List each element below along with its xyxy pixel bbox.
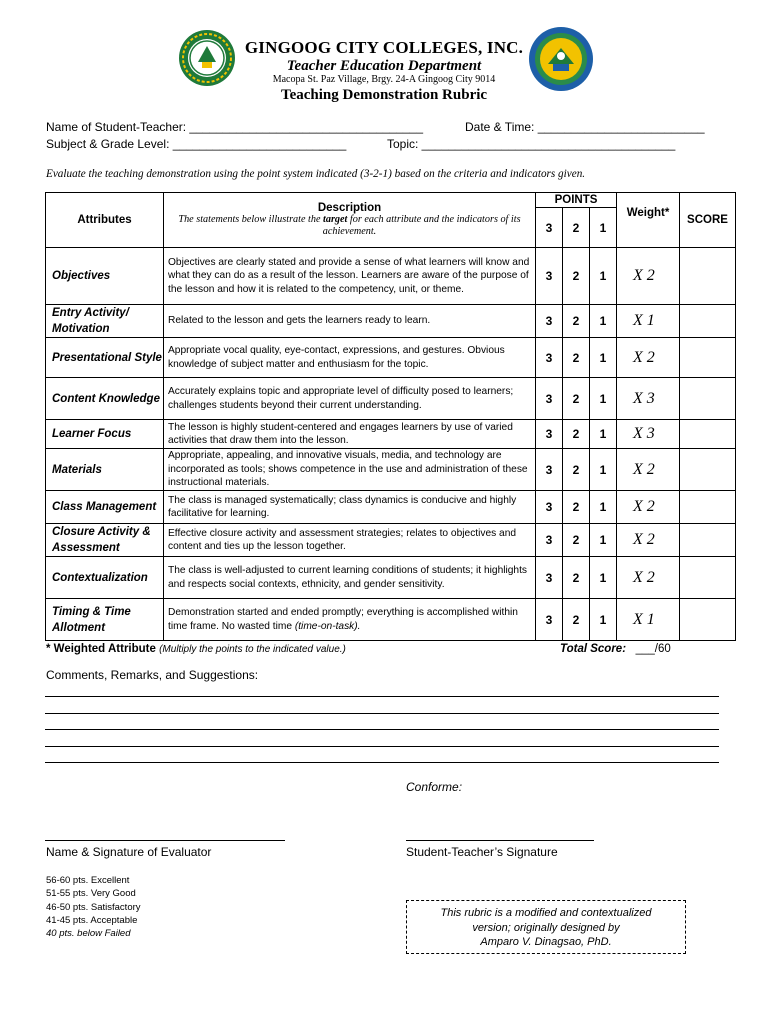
description-title: Description bbox=[317, 202, 382, 214]
point-2-option[interactable]: 2 bbox=[563, 338, 590, 378]
college-address: Macopa St. Paz Village, Brgy. 24-A Gingoog City 9014 bbox=[272, 74, 496, 85]
point-2-option[interactable]: 2 bbox=[563, 491, 590, 524]
point-2-option[interactable]: 2 bbox=[563, 524, 590, 557]
point-1-option[interactable]: 1 bbox=[590, 248, 617, 305]
points-2-header: 2 bbox=[563, 208, 590, 248]
point-3-option[interactable]: 3 bbox=[536, 338, 563, 378]
point-1-option[interactable]: 1 bbox=[590, 599, 617, 641]
point-2-option[interactable]: 2 bbox=[563, 449, 590, 491]
point-3-option[interactable]: 3 bbox=[536, 449, 563, 491]
topic-field[interactable]: Topic: ______________________________________ bbox=[387, 137, 676, 151]
college-name: GINGOOG CITY COLLEGES, INC. bbox=[244, 38, 524, 57]
description-cell: Objectives are clearly stated and provide a sense of what learners will know and what they can do as a result of the lesson. Learners are aware of the purpose of the lesson and how it is related to the competency, unit, or theme. bbox=[164, 248, 536, 305]
weight-cell: X 3 bbox=[617, 378, 680, 420]
weight-cell: X 1 bbox=[617, 305, 680, 338]
comment-line[interactable] bbox=[45, 746, 719, 747]
weight-cell: X 2 bbox=[617, 491, 680, 524]
score-cell[interactable] bbox=[680, 305, 736, 338]
conforme-label: Conforme: bbox=[406, 780, 463, 794]
point-3-option[interactable]: 3 bbox=[536, 420, 563, 449]
score-cell[interactable] bbox=[680, 491, 736, 524]
date-time-field[interactable]: Date & Time: _________________________ bbox=[465, 120, 705, 134]
weight-cell: X 3 bbox=[617, 420, 680, 449]
point-3-option[interactable]: 3 bbox=[536, 378, 563, 420]
description-cell: The class is managed systematically; class dynamics is conducive and highly facilitative for learning. bbox=[164, 491, 536, 524]
attribute-cell: Objectives bbox=[46, 248, 164, 305]
point-2-option[interactable]: 2 bbox=[563, 305, 590, 338]
rubric-title: Teaching Demonstration Rubric bbox=[280, 87, 488, 103]
description-cell: Appropriate, appealing, and innovative visuals, media, and technology are incorporated as tools; shows competence in the use and administration of these instructional materials. bbox=[164, 449, 536, 491]
comment-line[interactable] bbox=[45, 729, 719, 730]
comment-line[interactable] bbox=[45, 762, 719, 763]
rubric-row bbox=[46, 449, 736, 491]
comment-line[interactable] bbox=[45, 713, 719, 714]
attribute-cell: Class Management bbox=[46, 491, 164, 524]
attribute-cell: Content Knowledge bbox=[46, 378, 164, 420]
comment-line[interactable] bbox=[45, 696, 719, 697]
point-3-option[interactable]: 3 bbox=[536, 248, 563, 305]
instructions: Evaluate the teaching demonstration using the point system indicated (3-2-1) based on the criteria and indicators given. bbox=[46, 168, 586, 180]
credit-note: This rubric is a modified and contextualized version; originally designed by Amparo V. Dinagsao, PhD. bbox=[406, 900, 686, 954]
description-subtitle: The statements below illustrate the target for each attribute and the indicators of its achievement. bbox=[178, 214, 521, 237]
point-3-option[interactable]: 3 bbox=[536, 524, 563, 557]
point-2-option[interactable]: 2 bbox=[563, 248, 590, 305]
attribute-cell: Materials bbox=[46, 449, 164, 491]
weighted-attribute-note: * Weighted Attribute (Multiply the points to the indicated value.) bbox=[46, 643, 346, 655]
attribute-cell: Presentational Style bbox=[46, 338, 164, 378]
point-1-option[interactable]: 1 bbox=[590, 491, 617, 524]
attributes-header: Attributes bbox=[46, 193, 164, 248]
point-2-option[interactable]: 2 bbox=[563, 599, 590, 641]
student-teacher-name-field[interactable]: Name of Student-Teacher: ___________________________________ bbox=[46, 120, 423, 134]
score-cell[interactable] bbox=[680, 524, 736, 557]
description-cell: Accurately explains topic and appropriate level of difficulty posed to learners; challenges students beyond their current understanding. bbox=[164, 378, 536, 420]
description-cell: The class is well-adjusted to current learning conditions of students; it highlights and respects social contexts, ethnicity, and gender sensitivity. bbox=[164, 557, 536, 599]
point-3-option[interactable]: 3 bbox=[536, 491, 563, 524]
attribute-cell: Closure Activity & Assessment bbox=[46, 524, 164, 557]
point-1-option[interactable]: 1 bbox=[590, 338, 617, 378]
score-cell[interactable] bbox=[680, 378, 736, 420]
points-header: POINTS bbox=[536, 193, 617, 208]
department-name: Teacher Education Department bbox=[286, 58, 482, 74]
score-cell[interactable] bbox=[680, 248, 736, 305]
score-cell[interactable] bbox=[680, 449, 736, 491]
point-3-option[interactable]: 3 bbox=[536, 305, 563, 338]
rubric-row bbox=[46, 491, 736, 524]
attribute-cell: Timing & Time Allotment bbox=[46, 599, 164, 641]
score-cell[interactable] bbox=[680, 420, 736, 449]
grading-scale bbox=[46, 874, 141, 940]
attribute-cell: Entry Activity/ Motivation bbox=[46, 305, 164, 338]
point-2-option[interactable]: 2 bbox=[563, 420, 590, 449]
rubric-row bbox=[46, 378, 736, 420]
weight-header: Weight* bbox=[617, 193, 680, 248]
attribute-cell: Contextualization bbox=[46, 557, 164, 599]
point-1-option[interactable]: 1 bbox=[590, 449, 617, 491]
rubric-row bbox=[46, 420, 736, 449]
evaluator-signature-line[interactable] bbox=[45, 840, 285, 841]
rubric-row bbox=[46, 338, 736, 378]
total-score[interactable]: Total Score: ___/60 bbox=[560, 643, 671, 655]
comments-label: Comments, Remarks, and Suggestions: bbox=[46, 668, 259, 682]
scale-item: 51-55 pts. Very Good bbox=[46, 888, 136, 900]
scale-item: 56-60 pts. Excellent bbox=[46, 875, 130, 886]
point-1-option[interactable]: 1 bbox=[590, 305, 617, 338]
score-cell[interactable] bbox=[680, 338, 736, 378]
points-3-header: 3 bbox=[536, 208, 563, 248]
description-cell: Demonstration started and ended promptly; everything is accomplished within time frame. No wasted time (time-on-task). bbox=[164, 599, 536, 641]
weight-cell: X 2 bbox=[617, 557, 680, 599]
description-cell: Effective closure activity and assessment strategies; relates to objectives and content and ties up the lesson together. bbox=[164, 524, 536, 557]
weight-cell: X 2 bbox=[617, 524, 680, 557]
description-cell: Related to the lesson and gets the learners ready to learn. bbox=[164, 305, 536, 338]
student-signature-line[interactable] bbox=[406, 840, 594, 841]
point-1-option[interactable]: 1 bbox=[590, 378, 617, 420]
scale-item: 46-50 pts. Satisfactory bbox=[46, 901, 141, 913]
rubric-row bbox=[46, 599, 736, 641]
score-cell[interactable] bbox=[680, 557, 736, 599]
evaluator-signature-label: Name & Signature of Evaluator bbox=[46, 845, 212, 859]
weight-cell: X 2 bbox=[617, 248, 680, 305]
scale-item: 41-45 pts. Acceptable bbox=[46, 914, 138, 926]
rubric-row bbox=[46, 248, 736, 305]
score-header: SCORE bbox=[680, 193, 736, 248]
weight-cell: X 2 bbox=[617, 449, 680, 491]
point-1-option[interactable]: 1 bbox=[590, 524, 617, 557]
rubric-row bbox=[46, 524, 736, 557]
point-1-option[interactable]: 1 bbox=[590, 420, 617, 449]
description-header bbox=[164, 193, 536, 248]
student-signature-label: Student-Teacher’s Signature bbox=[406, 845, 558, 859]
subject-grade-field[interactable]: Subject & Grade Level: __________________________ bbox=[46, 137, 347, 151]
rubric-row bbox=[46, 557, 736, 599]
weight-cell: X 1 bbox=[617, 599, 680, 641]
rubric-table bbox=[45, 192, 736, 641]
description-cell: The lesson is highly student-centered and engages learners by use of varied activities that draw them into the lesson. bbox=[164, 420, 536, 449]
point-2-option[interactable]: 2 bbox=[563, 378, 590, 420]
point-2-option[interactable]: 2 bbox=[563, 557, 590, 599]
attribute-cell: Learner Focus bbox=[46, 420, 164, 449]
description-cell: Appropriate vocal quality, eye-contact, expressions, and gestures. Obvious knowledge of subject matter and enthusiasm for the topic. bbox=[164, 338, 536, 378]
point-1-option[interactable]: 1 bbox=[590, 557, 617, 599]
point-3-option[interactable]: 3 bbox=[536, 599, 563, 641]
point-3-option[interactable]: 3 bbox=[536, 557, 563, 599]
weight-cell: X 2 bbox=[617, 338, 680, 378]
score-cell[interactable] bbox=[680, 599, 736, 641]
points-1-header: 1 bbox=[590, 208, 617, 248]
scale-item: 40 pts. below Failed bbox=[46, 928, 131, 940]
rubric-row bbox=[46, 305, 736, 338]
